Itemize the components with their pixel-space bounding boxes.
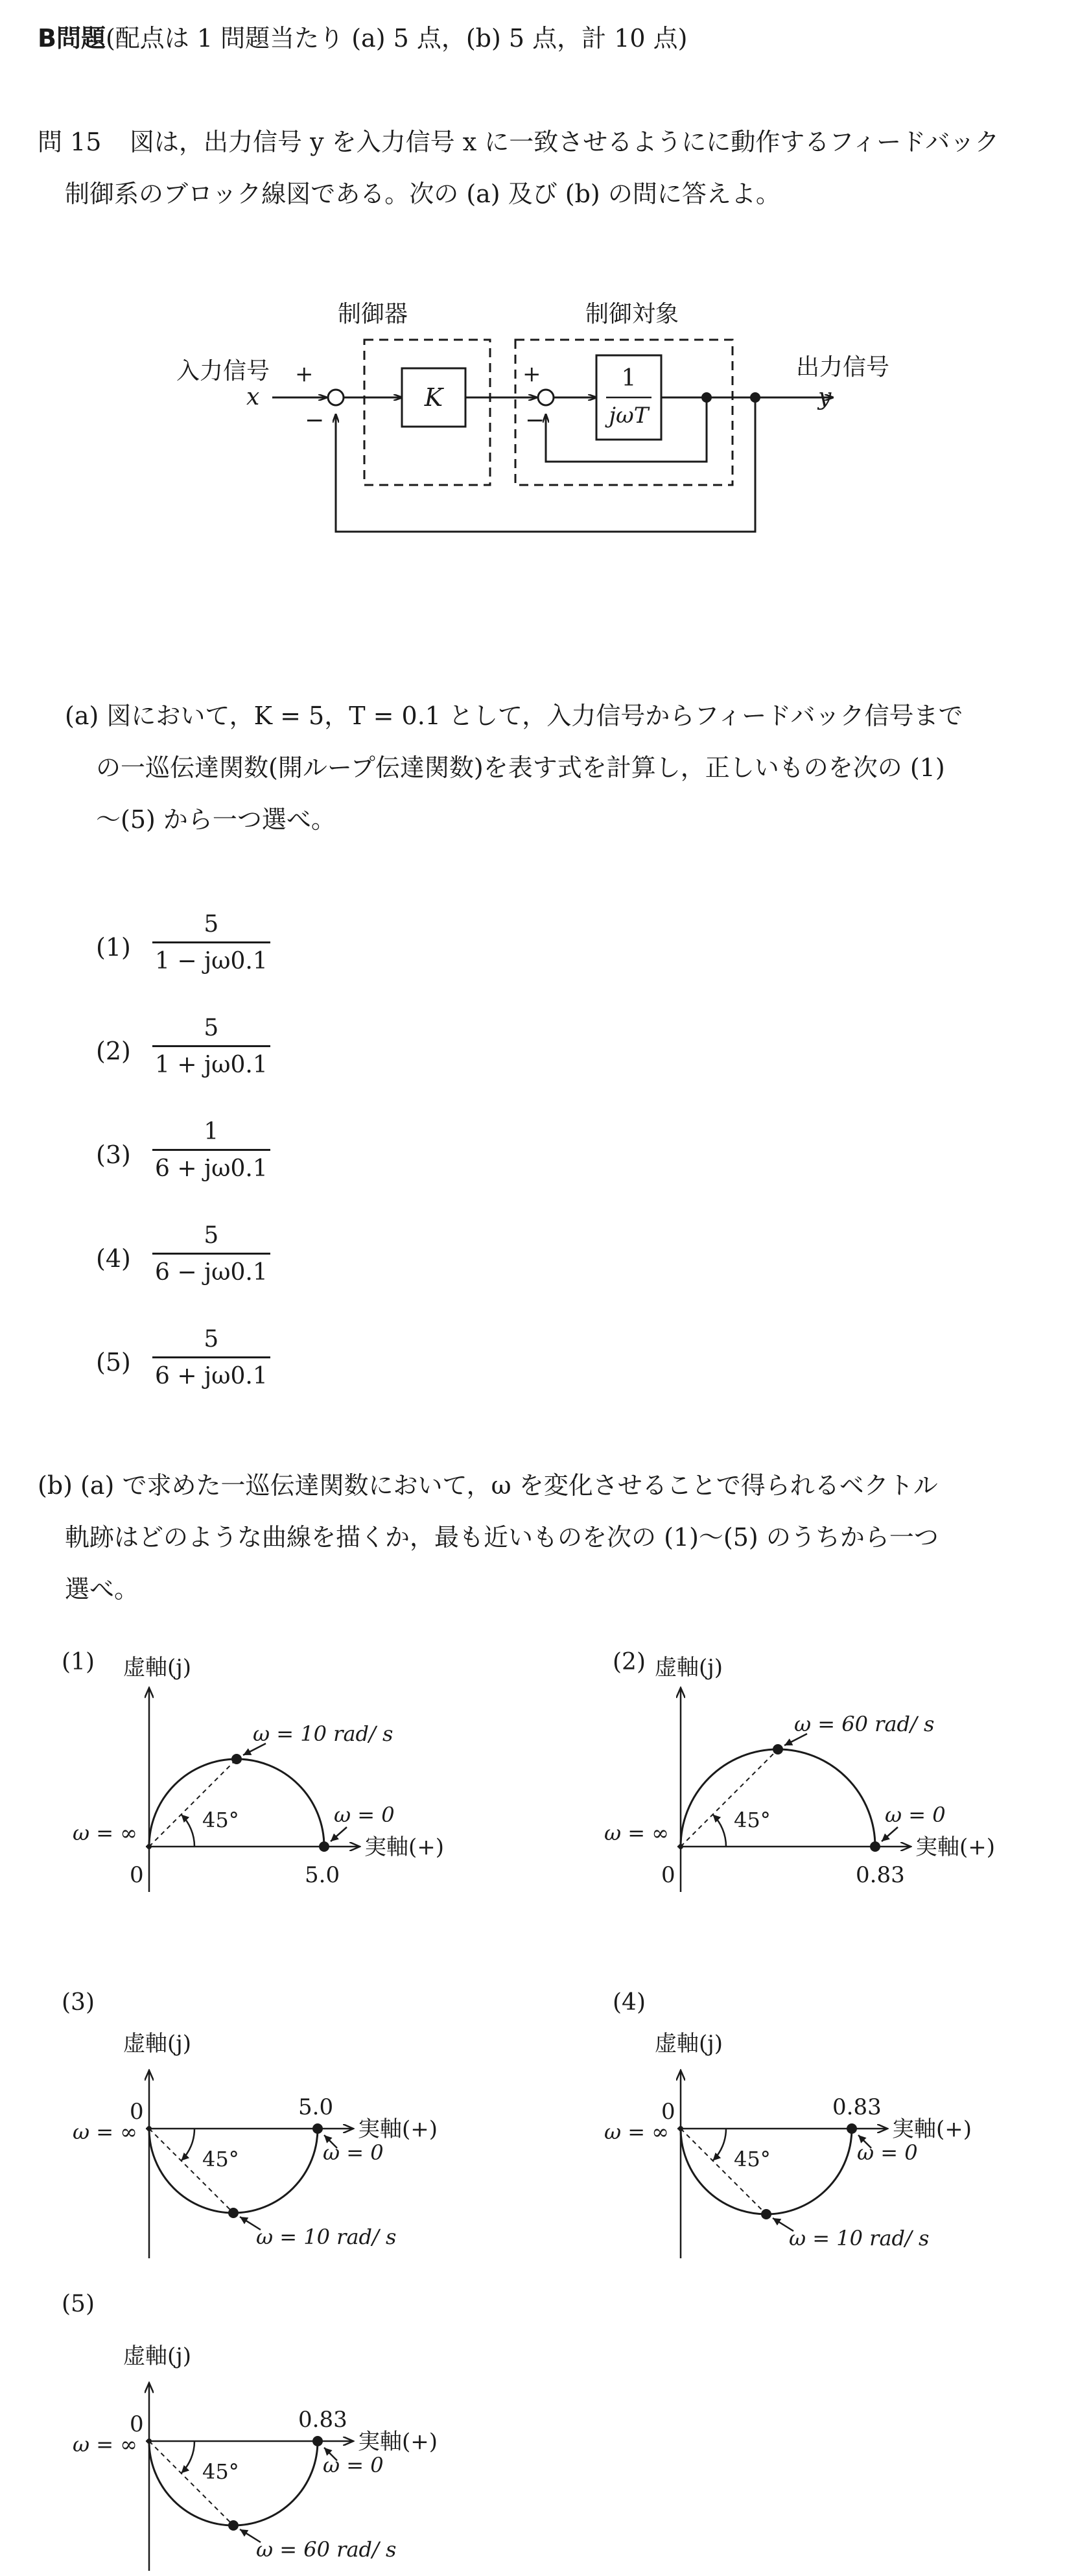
vector-locus-curve — [681, 2129, 852, 2214]
gain-symbol: K — [424, 383, 443, 412]
omega-mid-pointer — [773, 2218, 793, 2231]
omega-inf-label: ω = ∞ — [73, 2120, 137, 2144]
real-intercept-label: 5.0 — [305, 1862, 340, 1888]
sum2-plus: + — [522, 361, 541, 387]
omega-zero-point — [319, 1841, 329, 1852]
omega-zero-label: ω = 0 — [885, 1802, 946, 1827]
choice-denominator: 6 − jω0.1 — [155, 1259, 268, 1286]
section-header-bold: B問題 — [38, 24, 106, 53]
part-a-line-1: (a) 図において，K = 5，T = 0.1 として，入力信号からフィードバック信号まで — [65, 702, 963, 730]
omega-mid-label: ω = 10 rad/ s — [256, 2225, 397, 2249]
choice-label[interactable]: (1) — [96, 933, 131, 962]
real-intercept-label: 0.83 — [832, 2094, 882, 2120]
omega-inf-label: ω = ∞ — [73, 2432, 137, 2457]
origin-label: 0 — [130, 2411, 144, 2437]
choice-numerator: 5 — [204, 911, 219, 938]
real-axis-label: 実軸(+) — [915, 1834, 996, 1860]
omega-zero-point — [312, 2123, 323, 2134]
plot-label: (1) — [62, 1649, 95, 1675]
omega-zero-label: ω = 0 — [334, 1802, 395, 1827]
problem-line-1: 図は，出力信号 y を入力信号 x に一致させるようにに動作するフィードバック — [130, 128, 1000, 156]
part-a-line-2: の一巡伝達関数(開ループ伝達関数)を表す式を計算し，正しいものを次の (1) — [96, 753, 945, 782]
origin-label: 0 — [661, 2099, 675, 2125]
omega-mid-label: ω = 10 rad/ s — [789, 2226, 930, 2251]
choice-denominator: 1 + jω0.1 — [155, 1052, 268, 1078]
angle-arc — [181, 2441, 194, 2473]
imag-axis-label: 虚軸(j) — [123, 2343, 192, 2369]
real-axis-label: 実軸(+) — [364, 1834, 445, 1860]
part-a-line-3: 〜(5) から一つ選べ。 — [96, 805, 336, 834]
imag-axis-label: 虚軸(j) — [655, 1655, 723, 1681]
sum1-plus: + — [295, 361, 314, 387]
omega-zero-pointer — [882, 1827, 898, 1841]
omega-zero-point — [847, 2123, 857, 2134]
plot-label: (3) — [62, 1989, 95, 2016]
real-axis-label: 実軸(+) — [358, 2116, 438, 2142]
choice-label[interactable]: (3) — [96, 1140, 131, 1169]
transfer-denominator: jωT — [609, 403, 649, 429]
omega-mid-label: ω = 60 rad/ s — [794, 1712, 935, 1736]
controller-label: 制御器 — [337, 301, 408, 327]
choice-label[interactable]: (5) — [96, 1348, 131, 1377]
omega-mid-label: ω = 10 rad/ s — [253, 1721, 393, 1746]
omega-mid-pointer — [240, 2529, 261, 2542]
origin-label: 0 — [661, 1862, 675, 1888]
plot-label: (2) — [613, 1649, 646, 1675]
problem-line-2: 制御系のブロック線図である。次の (a) 及び (b) の問に答えよ。 — [65, 180, 780, 208]
choice-numerator: 5 — [204, 1222, 219, 1249]
section-header-note: (配点は 1 問題当たり (a) 5 点，(b) 5 点，計 10 点) — [105, 24, 688, 53]
real-intercept-label: 0.83 — [856, 1862, 905, 1888]
plant-label: 制御対象 — [585, 301, 679, 327]
omega-zero-pointer — [331, 1827, 347, 1841]
input-label: 入力信号 — [176, 358, 270, 384]
omega-inf-label: ω = ∞ — [73, 1821, 137, 1845]
choice-numerator: 5 — [204, 1326, 219, 1353]
plot-label: (4) — [613, 1989, 646, 2016]
angle-label: 45° — [202, 1808, 239, 1832]
sum1-minus: − — [305, 407, 325, 434]
real-intercept-label: 5.0 — [298, 2094, 334, 2120]
omega-zero-label: ω = 0 — [323, 2453, 384, 2477]
vector-locus-curve — [681, 1749, 875, 1847]
output-label: 出力信号 — [796, 354, 890, 381]
part-b-line-2: 軌跡はどのような曲線を描くか，最も近いものを次の (1)〜(5) のうちから一つ — [65, 1523, 939, 1552]
angle-arc — [181, 1815, 194, 1847]
problem-number: 問 15 — [38, 128, 102, 156]
choice-denominator: 1 − jω0.1 — [155, 948, 268, 975]
omega-zero-point — [870, 1841, 880, 1852]
transfer-numerator: 1 — [621, 365, 637, 392]
omega-zero-point — [312, 2436, 323, 2446]
origin-label: 0 — [130, 1862, 144, 1888]
real-axis-label: 実軸(+) — [892, 2116, 972, 2142]
vector-locus-curve — [149, 1759, 324, 1847]
sum2-minus: − — [525, 407, 545, 434]
real-intercept-label: 0.83 — [298, 2407, 347, 2433]
imag-axis-label: 虚軸(j) — [123, 2031, 192, 2057]
angle-label: 45° — [202, 2147, 239, 2171]
part-b-line-1: (b) (a) で求めた一巡伝達関数において，ω を変化させることで得られるベクトル — [38, 1471, 938, 1500]
choice-label[interactable]: (2) — [96, 1037, 131, 1065]
angle-label: 45° — [734, 2147, 771, 2171]
angle-arc — [712, 2129, 726, 2160]
imag-axis-label: 虚軸(j) — [123, 1655, 192, 1681]
choice-denominator: 6 + jω0.1 — [155, 1155, 268, 1182]
angle-label: 45° — [202, 2459, 239, 2484]
choice-numerator: 5 — [204, 1015, 219, 1041]
choice-label[interactable]: (4) — [96, 1244, 131, 1273]
omega-zero-label: ω = 0 — [323, 2140, 384, 2165]
omega-inf-label: ω = ∞ — [604, 1821, 669, 1845]
input-var: x — [246, 384, 260, 410]
omega-zero-label: ω = 0 — [857, 2140, 918, 2165]
angle-label: 45° — [734, 1808, 771, 1832]
choice-numerator: 1 — [204, 1118, 219, 1145]
real-axis-label: 実軸(+) — [358, 2429, 438, 2455]
part-b-line-3: 選べ。 — [65, 1575, 139, 1603]
angle-arc — [181, 2129, 194, 2160]
imag-axis-label: 虚軸(j) — [655, 2031, 723, 2057]
choice-denominator: 6 + jω0.1 — [155, 1363, 268, 1389]
output-var: y — [818, 384, 832, 410]
omega-inf-label: ω = ∞ — [604, 2120, 669, 2144]
origin-label: 0 — [130, 2099, 144, 2125]
angle-arc — [712, 1815, 726, 1847]
omega-mid-pointer — [240, 2217, 261, 2230]
dashed-radius — [681, 2129, 766, 2214]
omega-mid-label: ω = 60 rad/ s — [256, 2537, 397, 2562]
plot-label: (5) — [62, 2291, 95, 2317]
